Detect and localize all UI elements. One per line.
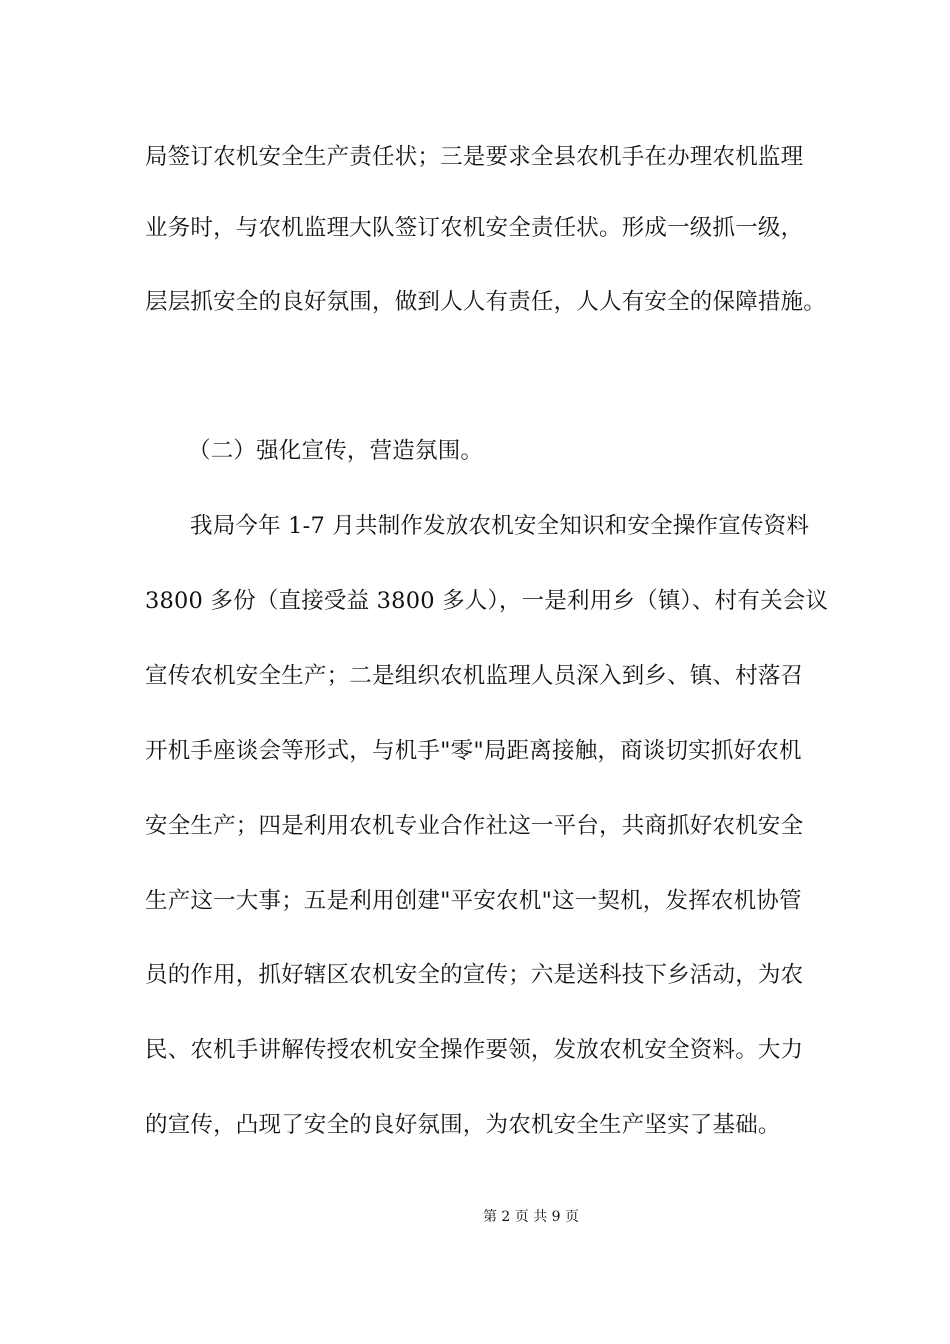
paragraph-1-line-2: 业务时，与农机监理大队签订农机安全责任状。形成一级抓一级，: [145, 215, 804, 241]
paragraph-2-line-1: 我局今年 1-7 月共制作发放农机安全知识和安全操作宣传资料: [190, 513, 810, 539]
paragraph-2-line-6: 生产这一大事；五是利用创建"平安农机"这一契机，发挥农机协管: [145, 888, 802, 914]
paragraph-2-line-7: 员的作用，抓好辖区农机安全的宣传；六是送科技下乡活动，为农: [145, 962, 804, 988]
paragraph-2-line-9: 的宣传，凸现了安全的良好氛围，为农机安全生产坚实了基础。: [145, 1112, 781, 1138]
paragraph-2-line-8: 民、农机手讲解传授农机安全操作要领，发放农机安全资料。大力: [145, 1037, 804, 1063]
page-number-footer: 第 2 页 共 9 页: [482, 1209, 580, 1225]
paragraph-2-line-4: 开机手座谈会等形式，与机手"零"局距离接触，商谈切实抓好农机: [145, 738, 802, 764]
paragraph-2-line-2: 3800 多份（直接受益 3800 多人），一是利用乡（镇）、村有关会议: [145, 588, 829, 614]
paragraph-1-line-3: 层层抓安全的良好氛围，做到人人有责任，人人有安全的保障措施。: [145, 289, 827, 315]
paragraph-1-line-1: 局签订农机安全生产责任状；三是要求全县农机手在办理农机监理: [145, 144, 804, 170]
paragraph-2-line-3: 宣传农机安全生产；二是组织农机监理人员深入到乡、镇、村落召: [145, 663, 804, 689]
section-heading: （二）强化宣传，营造氛围。: [188, 438, 484, 464]
paragraph-2-line-5: 安全生产；四是利用农机专业合作社这一平台，共商抓好农机安全: [145, 813, 804, 839]
